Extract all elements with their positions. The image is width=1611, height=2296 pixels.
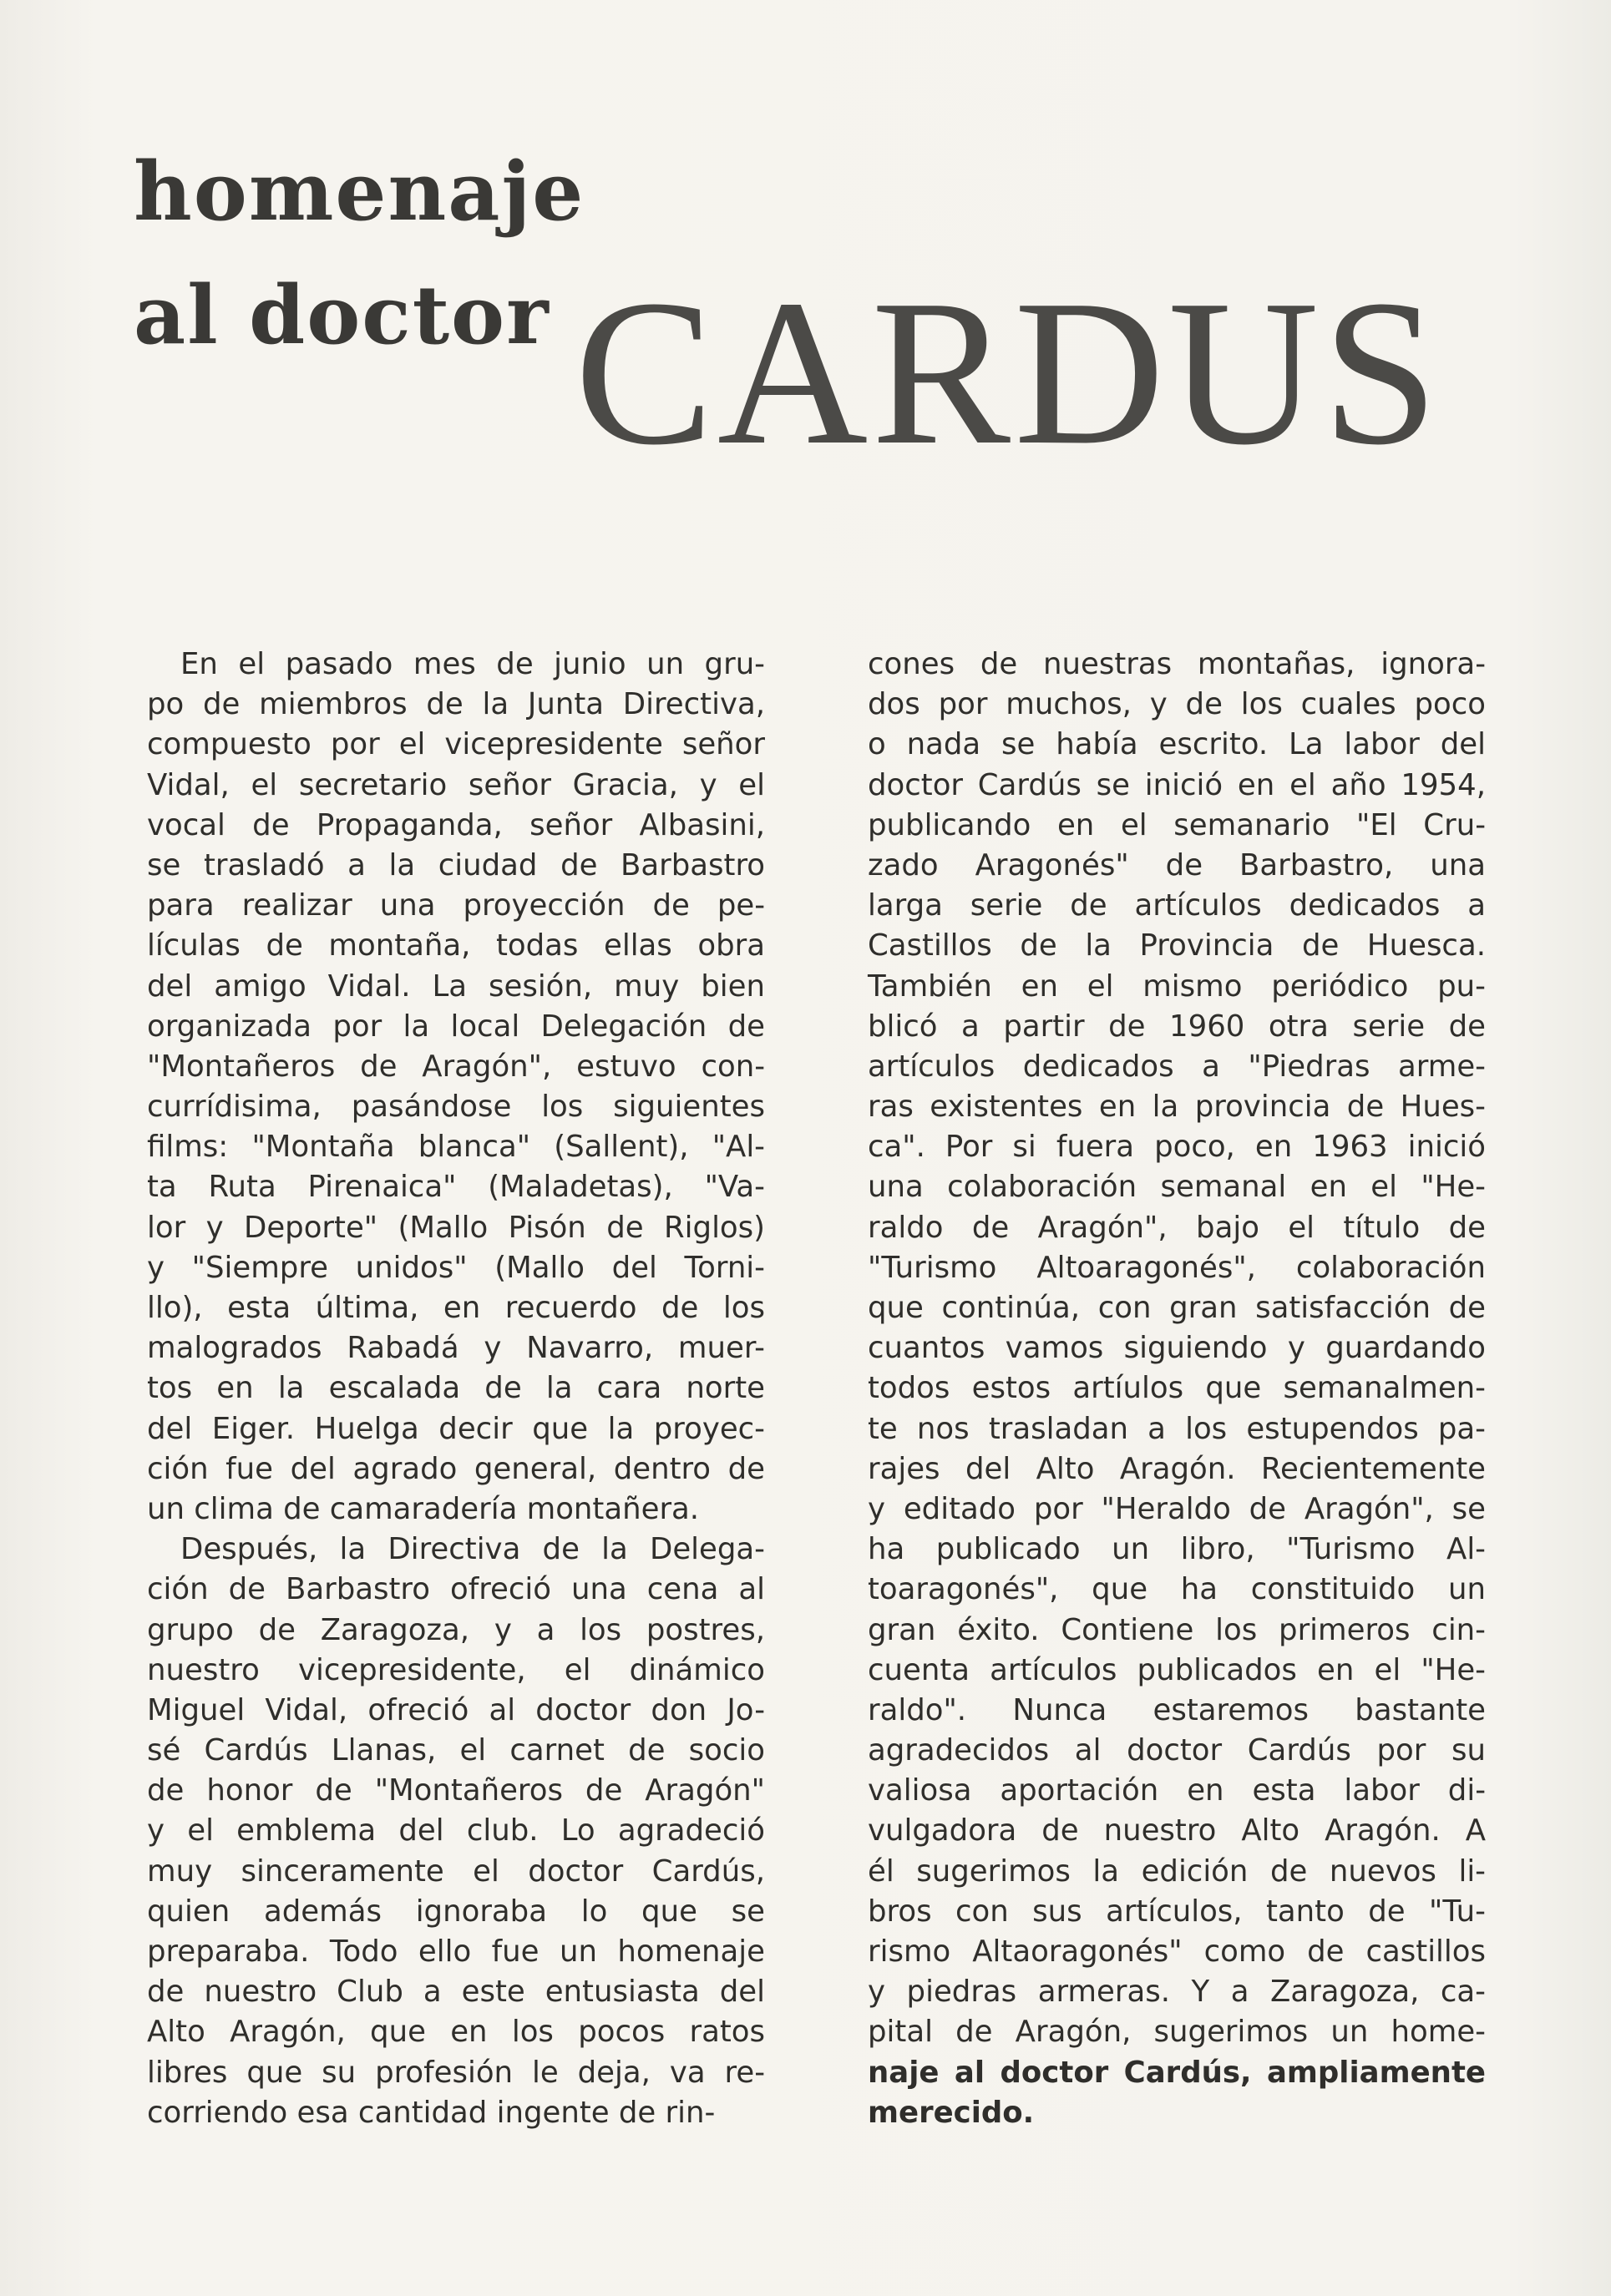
article-line: y editado por "Heraldo de Aragón", se [868,1491,1486,1526]
article-line: ha publicado un libro, "Turismo Al- [868,1532,1486,1567]
article-line: Después, la Directiva de la Delega- [180,1532,765,1567]
article-line: toaragonés", que ha constituido un [868,1572,1486,1607]
article-line: gran éxito. Contiene los primeros cin- [868,1612,1486,1647]
article-line: En el pasado mes de junio un gru- [180,647,765,681]
article-line: un clima de camaradería montañera. [147,1491,700,1526]
article-line: compuesto por el vicepresidente señor [147,727,765,762]
article-line: currídisima, pasándose los siguientes [147,1090,765,1125]
article-line: raldo". Nunca estaremos bastante [868,1692,1486,1727]
article-line: artículos dedicados a "Piedras arme- [868,1049,1486,1084]
article-line: que continúa, con gran satisfacción de [868,1291,1486,1325]
article-line: y "Siempre unidos" (Mallo del Torni- [147,1250,765,1285]
article-line: ras existentes en la provincia de Hues- [868,1090,1486,1125]
article-line: y piedras armeras. Y a Zaragoza, ca- [868,1975,1486,2010]
article-line: agradecidos al doctor Cardús por su [868,1733,1486,1768]
article-line: merecido. [868,2095,1035,2130]
article-line: Castillos de la Provincia de Huesca. [868,928,1486,963]
article-line: valiosa aportación en esta labor di- [868,1773,1486,1808]
article-line: una colaboración semanal en el "He- [868,1170,1486,1205]
article-line: También en el mismo periódico pu- [868,968,1486,1004]
article-column-right [868,645,1486,2133]
article-line: llo), esta última, en recuerdo de los [147,1291,765,1325]
article-line: de honor de "Montañeros de Aragón" [147,1773,765,1808]
article-line: malogrados Rabadá y Navarro, muer- [147,1331,765,1366]
article-line: Alto Aragón, que en los pocos ratos [147,2015,765,2050]
article-line: raldo de Aragón", bajo el título de [868,1210,1486,1245]
article-line: del amigo Vidal. La sesión, muy bien [147,968,765,1004]
article-line: rajes del Alto Aragón. Recientemente [868,1451,1486,1486]
article-line: publicando en el semanario "El Cru- [868,807,1486,842]
article-line: tos en la escalada de la cara norte [147,1371,765,1406]
article-line: para realizar una proyección de pe- [147,888,765,923]
article-line: grupo de Zaragoza, y a los postres, [147,1612,765,1647]
article-line: lor y Deporte" (Mallo Pisón de Riglos) [147,1210,765,1245]
article-line: doctor Cardús se inició en el año 1954, [868,767,1486,802]
article-line: cuantos vamos siguiendo y guardando [868,1331,1486,1366]
article-line: Vidal, el secretario señor Gracia, y el [147,767,765,802]
article-line: "Turismo Altoaragonés", colaboración [868,1250,1486,1285]
article-line: zado Aragonés" de Barbastro, una [868,847,1486,882]
article-line: pital de Aragón, sugerimos un home- [868,2015,1486,2050]
article-line: Miguel Vidal, ofreció al doctor don Jo- [147,1692,765,1727]
article-line: él sugerimos la edición de nuevos li- [868,1853,1486,1889]
article-line: de nuestro Club a este entusiasta del [147,1975,765,2010]
headline-name: CARDUS [575,257,1442,488]
article-line: vulgadora de nuestro Alto Aragón. A [868,1813,1486,1848]
article-line: lículas de montaña, todas ellas obra [147,928,765,963]
article-line: se trasladó a la ciudad de Barbastro [147,847,765,882]
article-line: ción fue del agrado general, dentro de [147,1451,765,1486]
article-line: po de miembros de la Junta Directiva, [147,687,765,722]
article-line: bros con sus artículos, tanto de "Tu- [868,1894,1486,1929]
headline-line-2: al doctor [134,268,550,362]
article-line: dos por muchos, y de los cuales poco [868,687,1486,722]
article-column-left [147,645,765,2133]
article-line: cuenta artículos publicados en el "He- [868,1652,1486,1687]
article-line: del Eiger. Huelga decir que la proyec- [147,1411,765,1446]
article-line: nuestro vicepresidente, el dinámico [147,1652,765,1687]
article-line: blicó a partir de 1960 otra serie de [868,1009,1486,1044]
article-line: films: "Montaña blanca" (Sallent), "Al- [147,1130,765,1165]
article-line: ción de Barbastro ofreció una cena al [147,1572,765,1607]
article-line: todos estos artíulos que semanalmen- [868,1371,1486,1406]
article-line: libres que su profesión le deja, va re- [147,2055,765,2090]
article-line: corriendo esa cantidad ingente de rin- [147,2095,716,2130]
article-line: vocal de Propaganda, señor Albasini, [147,807,765,842]
article-line: ta Ruta Pirenaica" (Maladetas), "Va- [147,1170,765,1205]
headline-line-1: homenaje [134,144,585,239]
article-line: rismo Altaoragonés" como de castillos [868,1934,1486,1969]
article-line: larga serie de artículos dedicados a [868,888,1486,923]
article-line: quien además ignoraba lo que se [147,1894,765,1929]
article-line: naje al doctor Cardús, ampliamente [868,2055,1486,2090]
article-line: preparaba. Todo ello fue un homenaje [147,1934,765,1969]
article-line: organizada por la local Delegación de [147,1009,765,1044]
article-line: "Montañeros de Aragón", estuvo con- [147,1049,765,1084]
article-line: o nada se había escrito. La labor del [868,727,1486,762]
article-line: muy sinceramente el doctor Cardús, [147,1853,765,1889]
article-line: cones de nuestras montañas, ignora- [868,647,1486,681]
article-line: ca". Por si fuera poco, en 1963 inició [868,1130,1486,1165]
article-line: sé Cardús Llanas, el carnet de socio [147,1733,765,1768]
article-line: y el emblema del club. Lo agradeció [147,1813,765,1848]
article-line: te nos trasladan a los estupendos pa- [868,1411,1486,1446]
